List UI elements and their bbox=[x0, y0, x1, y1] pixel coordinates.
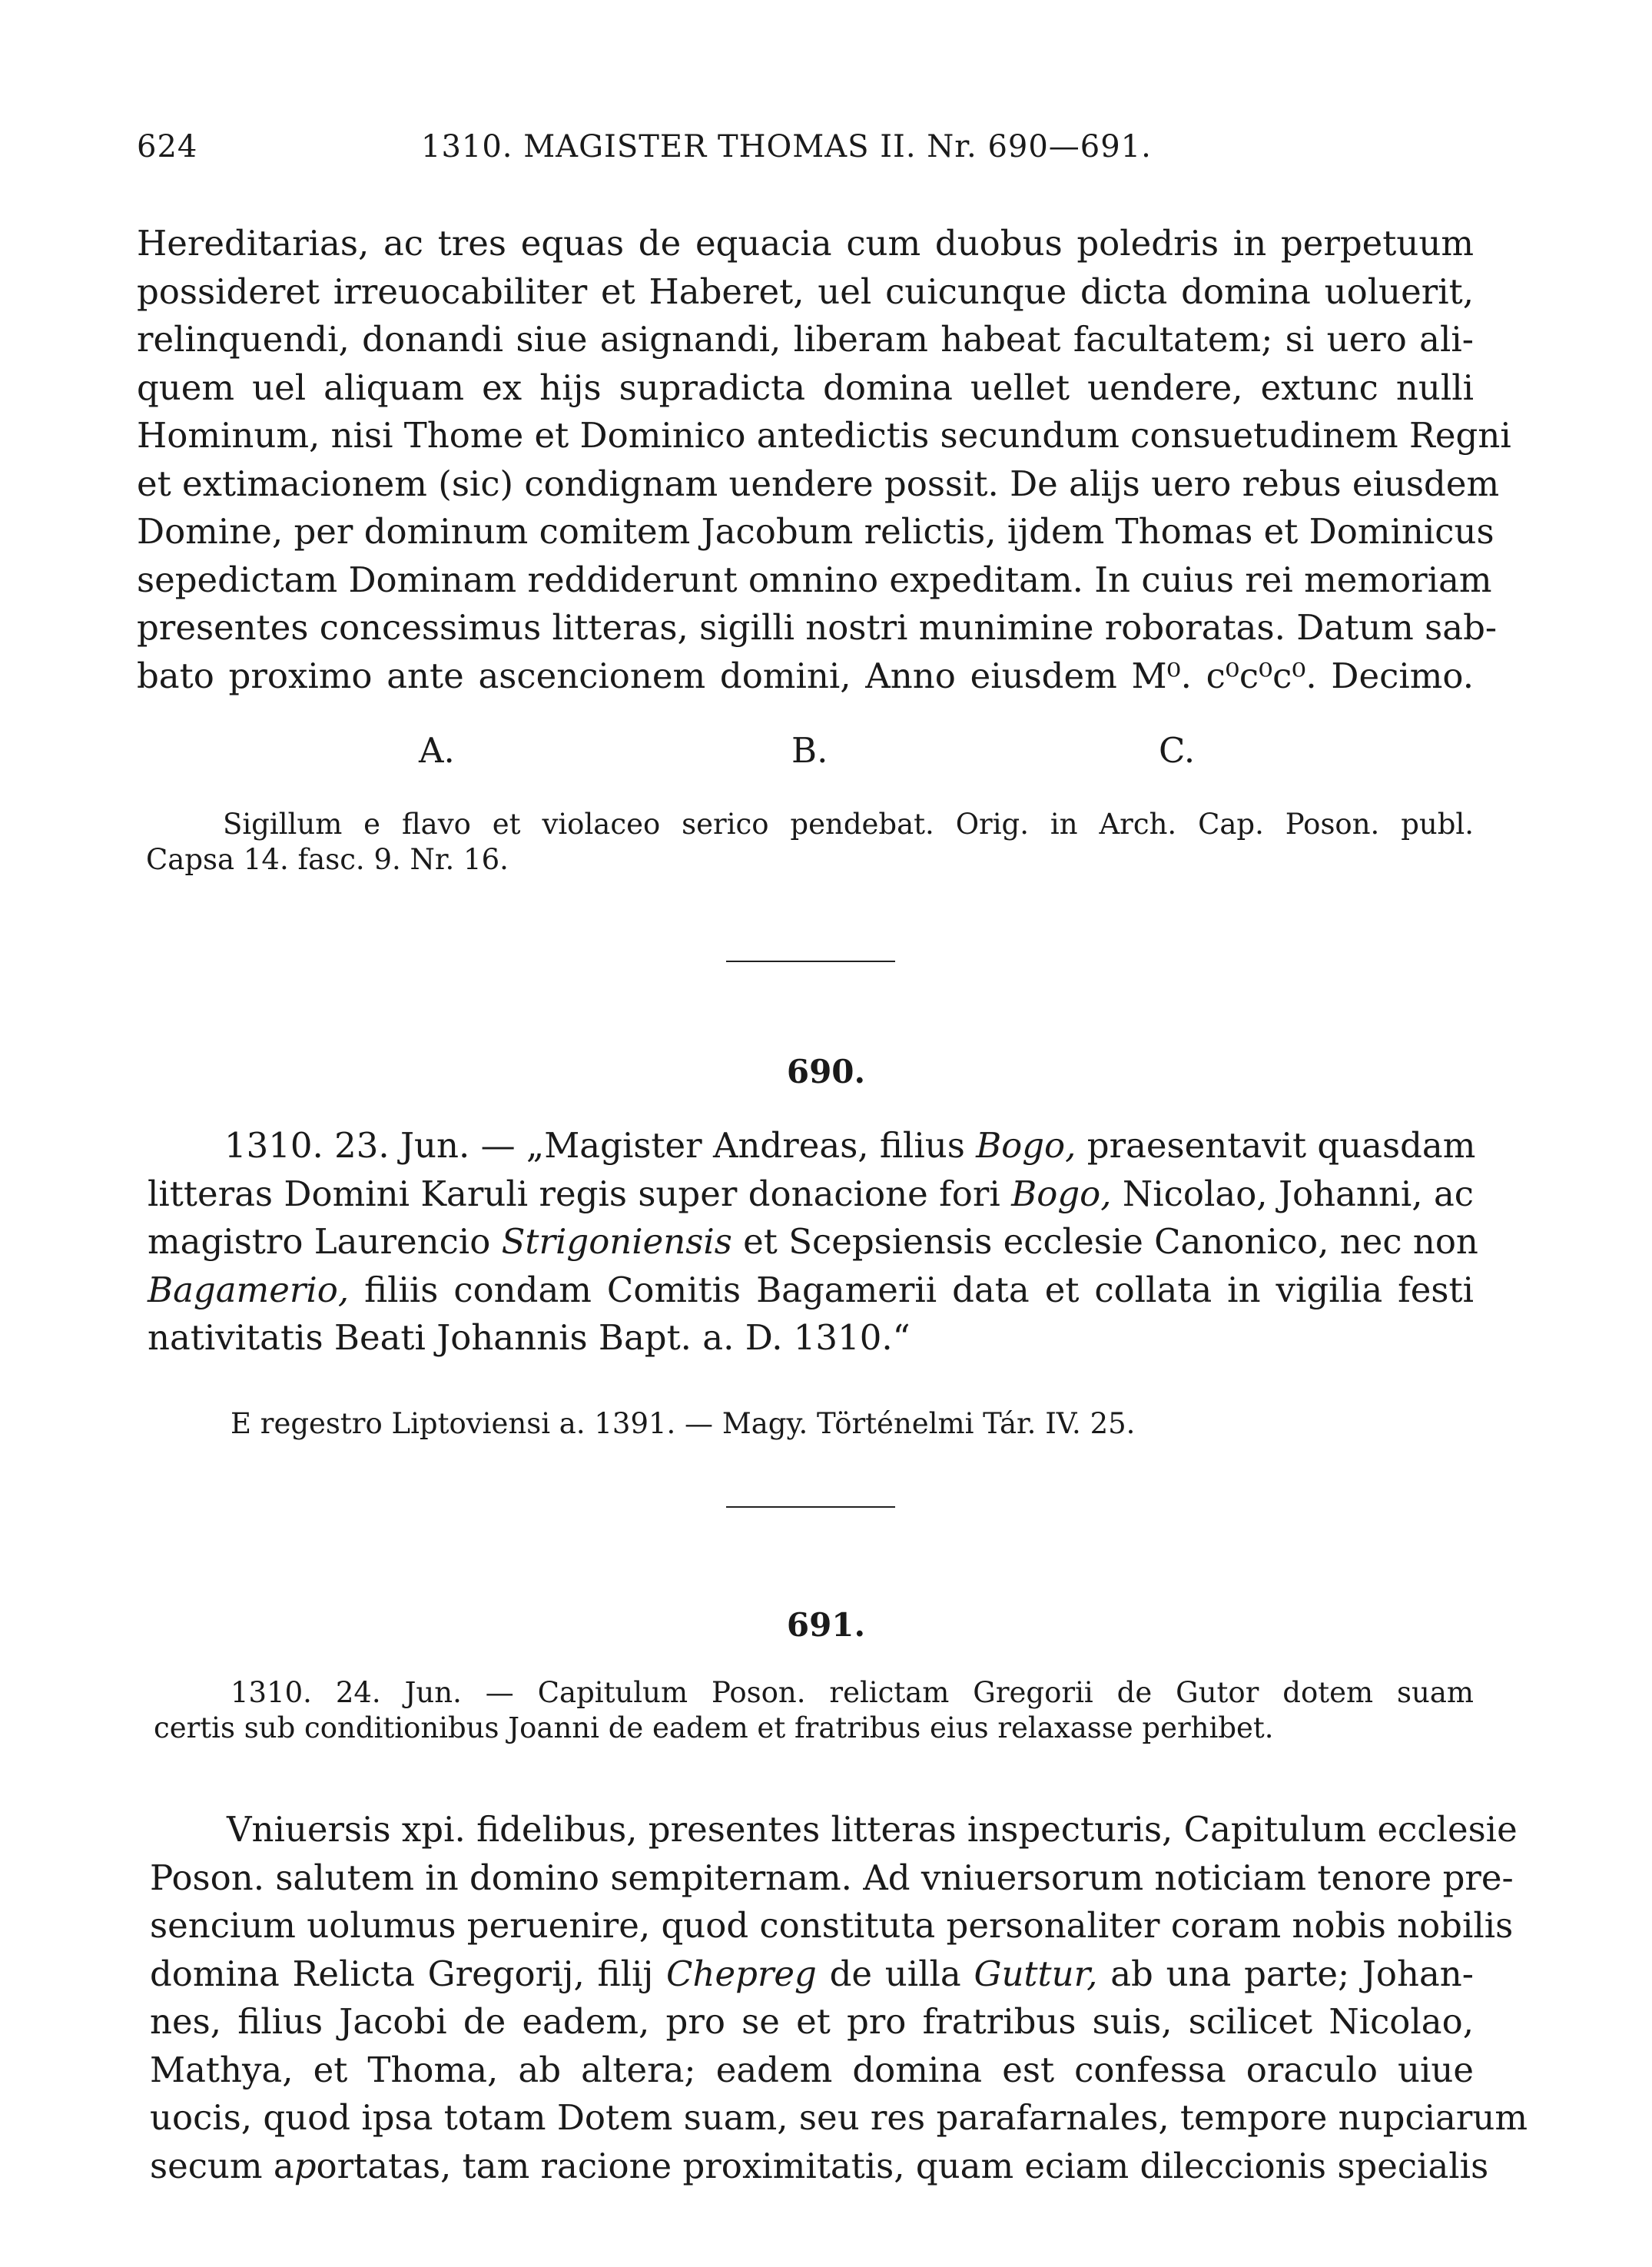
text-line: magistro Laurencio Strigoniensis et Scepsiensis ecclesie Canonico, nec non bbox=[148, 1221, 1478, 1262]
running-header bbox=[137, 129, 1474, 175]
text-line: bato proximo ante ascencionem domini, Anno eiusdem M⁰. c⁰c⁰c⁰. Decimo. bbox=[137, 655, 1474, 696]
signature-a: A. bbox=[419, 730, 455, 771]
running-title: 1310. MAGISTER THOMAS II. Nr. 690—691. bbox=[421, 129, 1152, 164]
text-line: nes, filius Jacobi de eadem, pro se et pro fratribus suis, scilicet Nicolao, bbox=[150, 2001, 1474, 2042]
document-number-691: 691. bbox=[786, 1606, 866, 1644]
text-line: relinquendi, donandi siue asignandi, liberam habeat facultatem; si uero ali- bbox=[137, 319, 1474, 360]
text-line: Domine, per dominum comitem Jacobum relictis, ijdem Thomas et Dominicus bbox=[137, 511, 1494, 552]
text-line: 1310. 23. Jun. — „Magister Andreas, filius Bogo, praesentavit quasdam bbox=[224, 1125, 1476, 1166]
text-line: Mathya, et Thoma, ab altera; eadem domina est confessa oraculo uiue bbox=[150, 2049, 1474, 2090]
text-line: presentes concessimus litteras, sigilli nostri munimine roboratas. Datum sab- bbox=[137, 607, 1498, 648]
text-line: et extimacionem (sic) condignam uendere possit. De alijs uero rebus eiusdem bbox=[137, 463, 1500, 504]
italic-name: Bogo, bbox=[976, 1125, 1076, 1166]
source-note bbox=[146, 807, 1474, 878]
text-line: possideret irreuocabiliter et Haberet, uel cuicunque dicta domina uoluerit, bbox=[137, 271, 1474, 312]
section-divider bbox=[726, 961, 895, 962]
text-line: nativitatis Beati Johannis Bapt. a. D. 1310.“ bbox=[148, 1317, 911, 1358]
text-line: Hereditarias, ac tres equas de equacia cum duobus poledris in perpetuum bbox=[137, 223, 1474, 264]
text-line: domina Relicta Gregorij, filij Chepreg de uilla Guttur, ab una parte; Johan- bbox=[150, 1953, 1474, 1994]
italic-name: Chepreg bbox=[666, 1953, 817, 1994]
intro-paragraph bbox=[137, 220, 1511, 700]
text-line: Vniuersis xpi. fidelibus, presentes litteras inspecturis, Capitulum ecclesie bbox=[227, 1809, 1518, 1850]
summary-line: certis sub conditionibus Joanni de eadem et fratribus eius relaxasse perhibet. bbox=[154, 1711, 1274, 1744]
italic-name: Bogo, bbox=[1011, 1173, 1112, 1214]
signature-b: B. bbox=[791, 730, 828, 771]
text-line: Bagamerio, filiis condam Comitis Bagamerii data et collata in vigilia festi bbox=[148, 1269, 1474, 1310]
text-line: sepedictam Dominam reddiderunt omnino expeditam. In cuius rei memoriam bbox=[137, 559, 1492, 600]
section-divider bbox=[726, 1506, 895, 1508]
text-line: litteras Domini Karuli regis super donacione fori Bogo, Nicolao, Johanni, ac bbox=[148, 1173, 1474, 1214]
page-number: 624 bbox=[137, 129, 198, 164]
doc690-source: E regestro Liptoviensi a. 1391. — Magy. Történelmi Tár. IV. 25. bbox=[231, 1407, 1136, 1440]
text-line: Hominum, nisi Thome et Dominico antedictis secundum consuetudinem Regni bbox=[137, 415, 1511, 456]
text-line: quem uel aliquam ex hijs supradicta domina uellet uendere, extunc nulli bbox=[137, 367, 1474, 408]
italic-name: Strigoniensis bbox=[501, 1221, 732, 1262]
document-number-690: 690. bbox=[786, 1053, 866, 1090]
text-line: secum aportatas, tam racione proximitatis, quam eciam dileccionis specialis bbox=[150, 2145, 1489, 2186]
italic-letter: p bbox=[294, 2145, 317, 2186]
italic-name: Bagamerio, bbox=[148, 1269, 350, 1310]
text-line: uocis, quod ipsa totam Dotem suam, seu res parafarnales, tempore nupciarum bbox=[150, 2097, 1528, 2138]
signature-c: C. bbox=[1159, 730, 1196, 771]
note-line: Sigillum e flavo et violaceo serico pendebat. Orig. in Arch. Cap. Poson. publ. bbox=[223, 808, 1474, 841]
doc691-summary bbox=[154, 1675, 1474, 1746]
doc690-text bbox=[148, 1122, 1478, 1363]
text-line: sencium uolumus peruenire, quod constituta personaliter coram nobis nobilis bbox=[150, 1905, 1514, 1946]
note-line: Capsa 14. fasc. 9. Nr. 16. bbox=[146, 843, 509, 876]
italic-name: Guttur, bbox=[974, 1953, 1098, 1994]
summary-line: 1310. 24. Jun. — Capitulum Poson. relictam Gregorii de Gutor dotem suam bbox=[231, 1676, 1474, 1709]
text-line: Poson. salutem in domino sempiternam. Ad vniuersorum noticiam tenore pre- bbox=[150, 1857, 1514, 1898]
doc691-body bbox=[150, 1806, 1528, 2190]
